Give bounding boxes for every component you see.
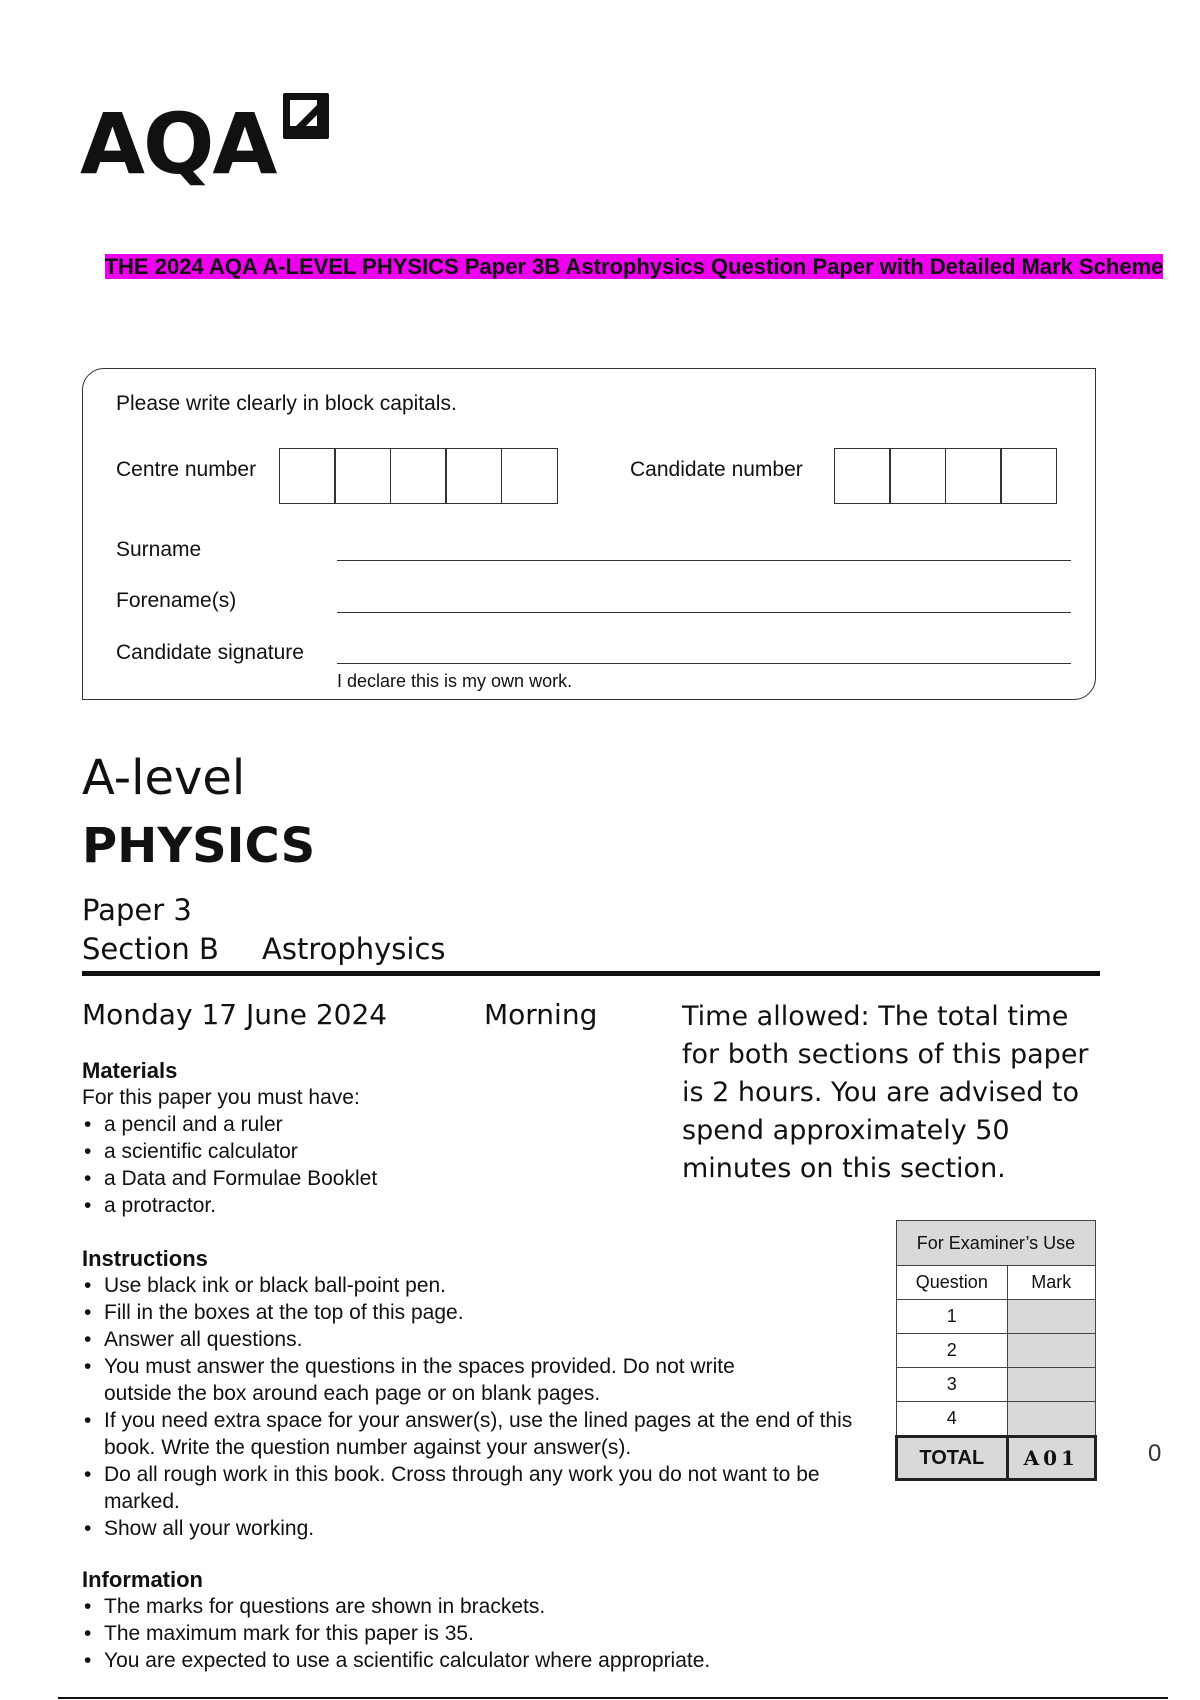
instructions-heading: Instructions — [82, 1246, 208, 1271]
margin-mark: 0 — [1148, 1440, 1162, 1467]
list-item: • The marks for questions are shown in brackets. — [82, 1593, 872, 1620]
exam-date: Monday 17 June 2024 — [82, 998, 388, 1031]
list-item: • Answer all questions. — [82, 1326, 872, 1353]
candidate-digit-box[interactable] — [945, 448, 1002, 504]
total-code: A01 — [1007, 1437, 1095, 1480]
question-column-header: Question — [897, 1266, 1008, 1300]
table-row — [897, 1334, 1096, 1368]
mark-cell[interactable] — [1007, 1368, 1095, 1402]
subject-name: PHYSICS — [82, 818, 316, 874]
instructions-section — [82, 1246, 872, 1542]
mark-cell[interactable] — [1007, 1402, 1095, 1437]
signature-line[interactable] — [337, 663, 1071, 664]
centre-digit-box[interactable] — [501, 448, 558, 504]
section-label: Section B — [82, 932, 219, 966]
surname-line[interactable] — [337, 560, 1071, 561]
page-bottom-rule — [58, 1697, 1168, 1699]
information-section — [82, 1567, 872, 1674]
list-item: • a scientific calculator — [82, 1138, 642, 1165]
list-item: • The maximum mark for this paper is 35. — [82, 1620, 872, 1647]
examiner-use-table — [895, 1220, 1097, 1481]
list-item: • You must answer the questions in the spaces provided. Do not write outside the box around each page or on blank pages. — [82, 1353, 784, 1407]
document-title: THE 2024 AQA A-LEVEL PHYSICS Paper 3B Astrophysics Question Paper with Detailed Mark Scheme — [104, 254, 1164, 279]
logo-wordmark: AQA — [80, 95, 276, 193]
section-name: Astrophysics — [262, 932, 446, 966]
information-heading: Information — [82, 1567, 203, 1592]
forename-line[interactable] — [337, 612, 1071, 613]
time-allowed: Time allowed: The total time for both sections of this paper is 2 hours. You are advised to spend approximately 50 minutes on this section. — [682, 1001, 1089, 1184]
question-number: 1 — [897, 1300, 1008, 1334]
aqa-logo — [80, 88, 360, 198]
paper-number: Paper 3 — [82, 893, 192, 927]
list-item: • Show all your working. — [82, 1515, 872, 1542]
list-item: • a Data and Formulae Booklet — [82, 1165, 642, 1192]
declaration-text: I declare this is my own work. — [337, 671, 573, 691]
list-item: • If you need extra space for your answer(s), use the lined pages at the end of this book. Write the question number against your answer(s). — [82, 1407, 884, 1461]
centre-number-boxes[interactable] — [280, 448, 558, 504]
examiner-table-heading: For Examiner’s Use — [897, 1221, 1096, 1266]
qualification-level: A-level — [82, 750, 246, 806]
question-number: 2 — [897, 1334, 1008, 1368]
centre-digit-box[interactable] — [334, 448, 391, 504]
block-capitals-instruction: Please write clearly in block capitals. — [116, 392, 457, 415]
table-row — [897, 1300, 1096, 1334]
forename-label: Forename(s) — [116, 589, 237, 612]
question-number: 3 — [897, 1368, 1008, 1402]
candidate-number-label: Candidate number — [630, 458, 803, 481]
exam-session: Morning — [484, 998, 598, 1031]
document-title-banner — [86, 252, 1182, 281]
list-item: • You are expected to use a scientific calculator where appropriate. — [82, 1647, 872, 1674]
materials-intro: For this paper you must have: — [82, 1086, 360, 1109]
table-row — [897, 1402, 1096, 1437]
mark-cell[interactable] — [1007, 1334, 1095, 1368]
mark-column-header: Mark — [1007, 1266, 1095, 1300]
list-item: • Fill in the boxes at the top of this page. — [82, 1299, 872, 1326]
list-item: • a pencil and a ruler — [82, 1111, 642, 1138]
logo-mark-icon — [283, 93, 329, 139]
list-item: • Use black ink or black ball-point pen. — [82, 1272, 872, 1299]
list-item: • a protractor. — [82, 1192, 642, 1219]
candidate-digit-box[interactable] — [1000, 448, 1057, 504]
candidate-digit-box[interactable] — [889, 448, 946, 504]
list-item: • Do all rough work in this book. Cross through any work you do not want to be marked. — [82, 1461, 824, 1515]
materials-heading: Materials — [82, 1058, 178, 1083]
materials-section — [82, 1058, 642, 1219]
total-label: TOTAL — [897, 1437, 1008, 1480]
centre-digit-box[interactable] — [445, 448, 502, 504]
centre-number-label: Centre number — [116, 458, 257, 481]
question-number: 4 — [897, 1402, 1008, 1437]
candidate-digit-box[interactable] — [834, 448, 891, 504]
heading-divider — [82, 971, 1100, 976]
centre-digit-box[interactable] — [390, 448, 447, 504]
mark-cell[interactable] — [1007, 1300, 1095, 1334]
surname-label: Surname — [116, 538, 202, 561]
signature-label: Candidate signature — [116, 641, 304, 664]
candidate-number-boxes[interactable] — [835, 448, 1057, 504]
centre-digit-box[interactable] — [279, 448, 336, 504]
table-row — [897, 1368, 1096, 1402]
